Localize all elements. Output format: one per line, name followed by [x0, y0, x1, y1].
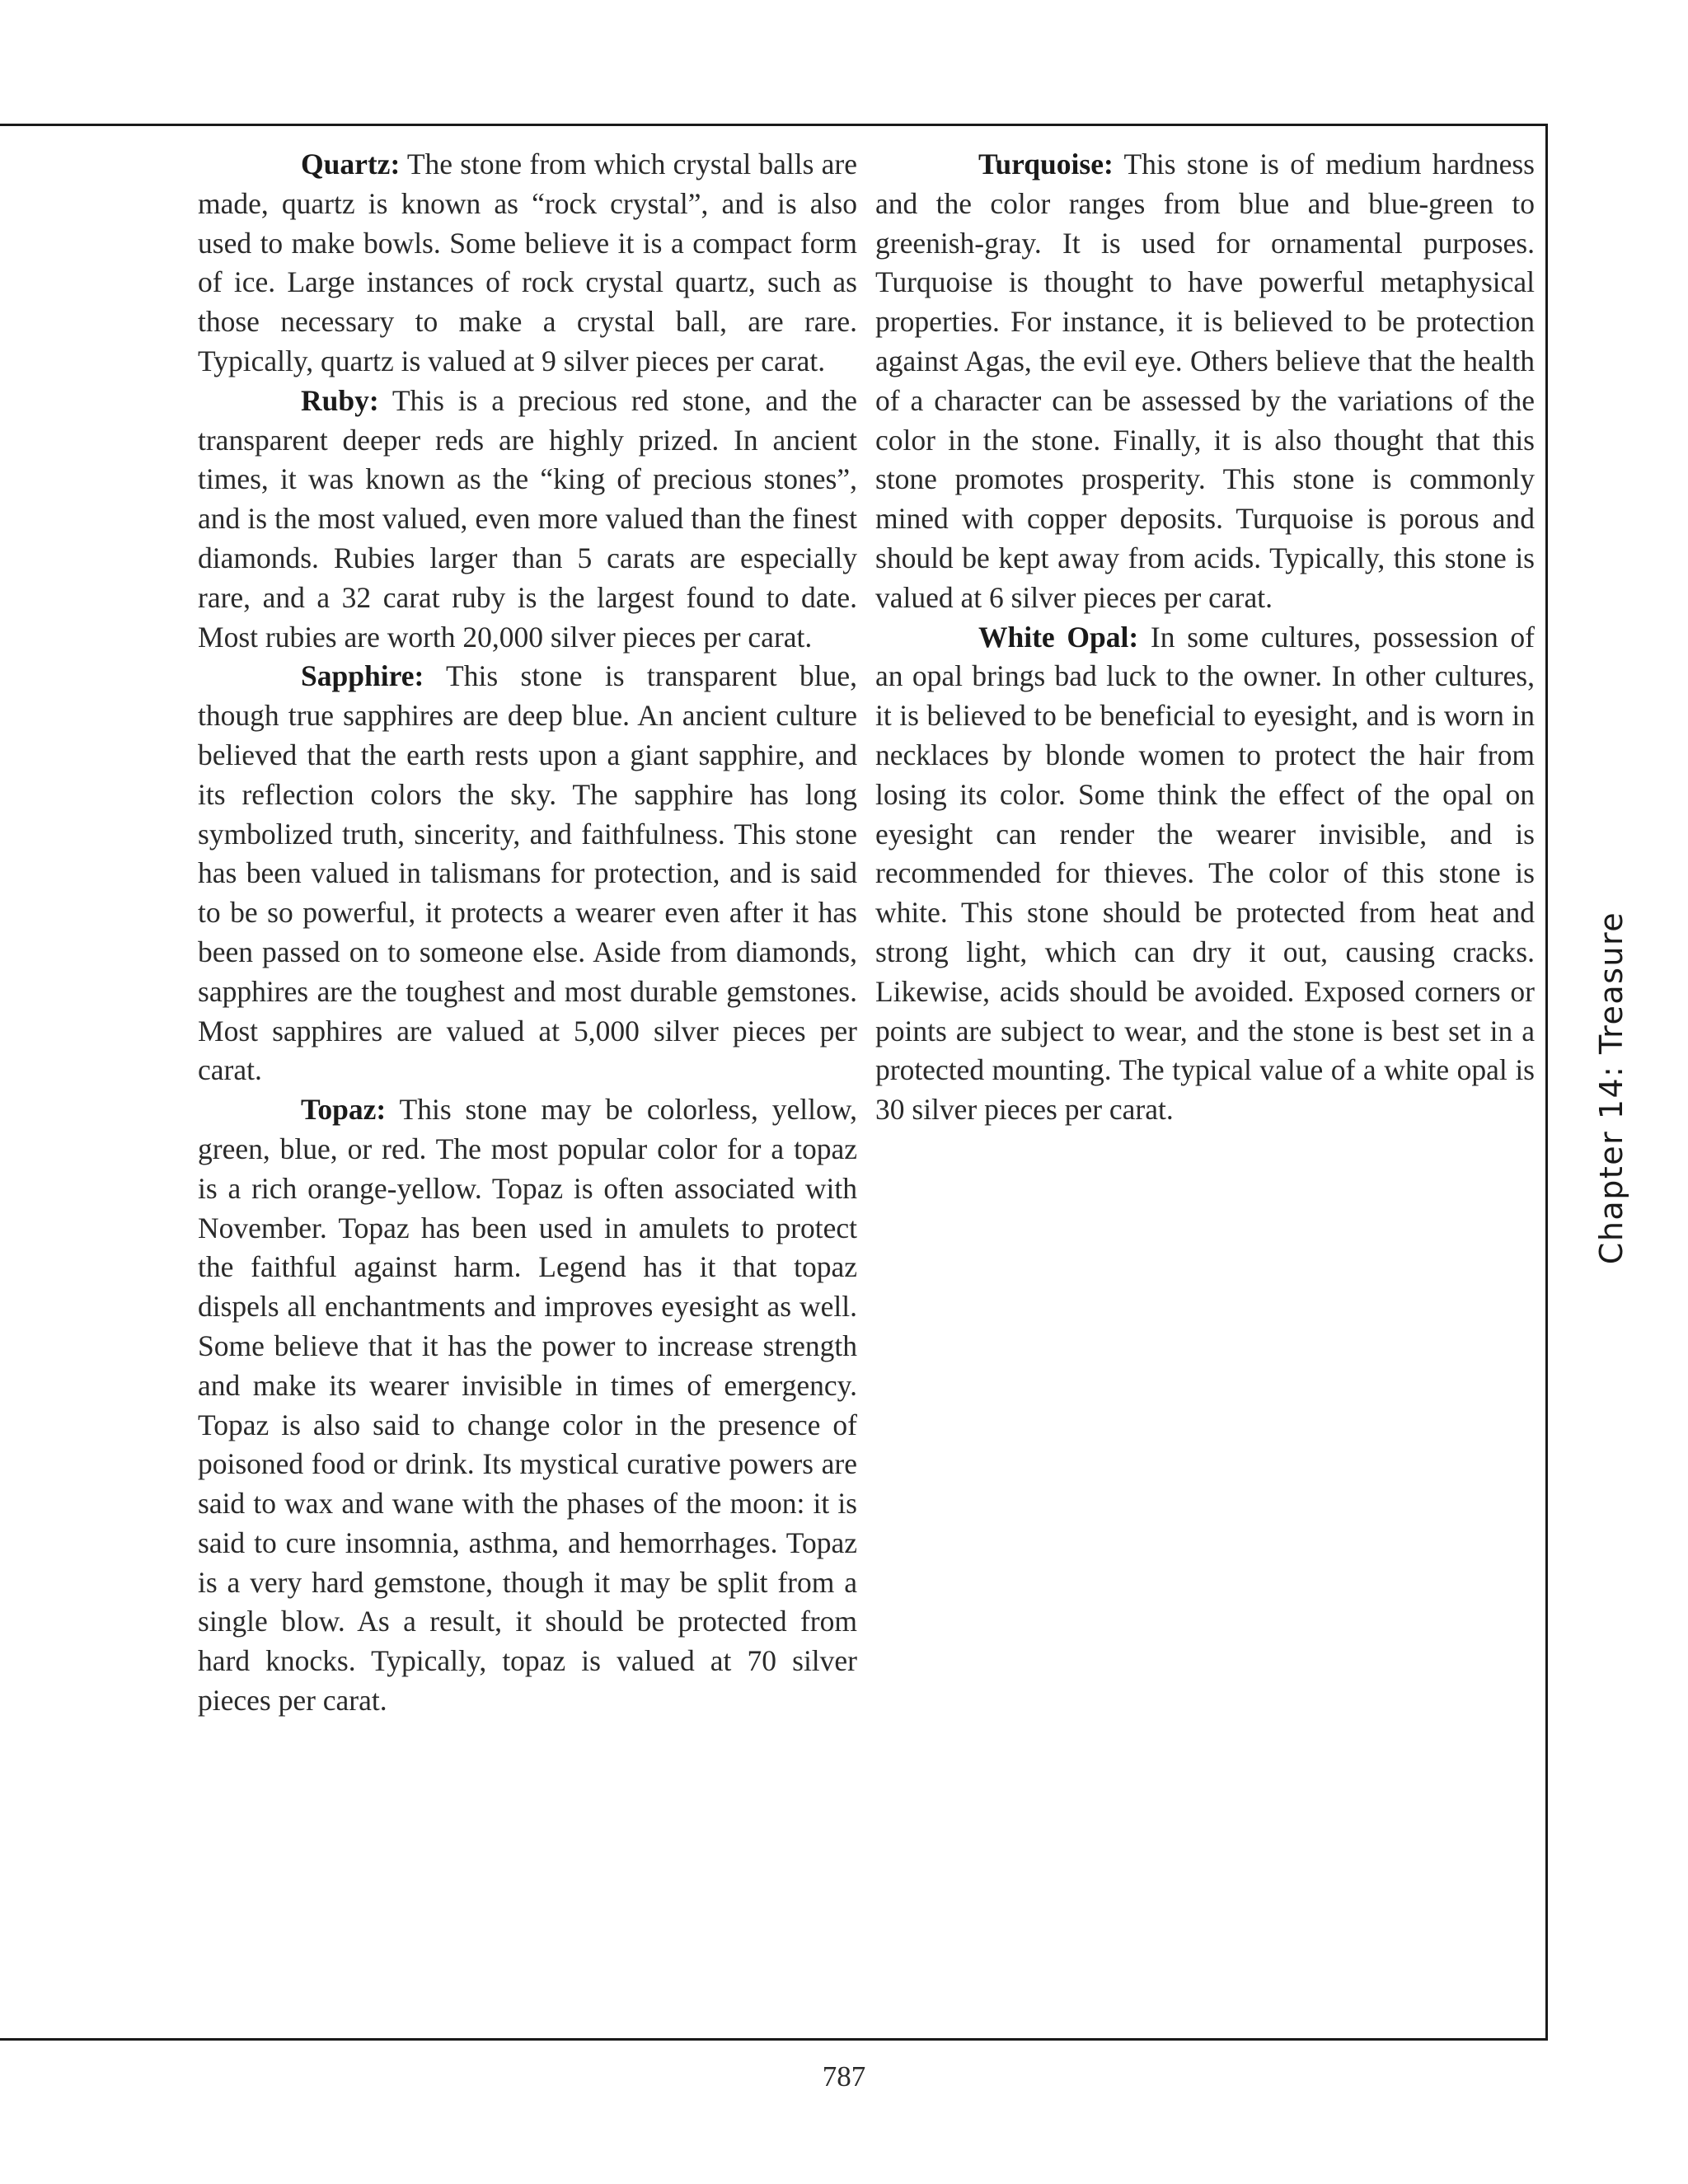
right-column: [875, 145, 1535, 1130]
entry-text: The stone from which crystal balls are made, quartz is known as “rock crystal”, and is also used to make bowls. Some believe it is a compact form of ice. Large instances of rock crystal quartz, such as those necessary to make a crystal ball, are rare. Typically, quartz is valued at 9 silver pieces per carat.: [198, 148, 857, 377]
entry-term: White Opal:: [978, 620, 1139, 654]
entry-term: Quartz:: [301, 148, 401, 180]
entry-text: This is a precious red stone, and the transparent deeper reds are highly prized. In ancient times, it was known as the “king of precious stones”, and is the most valued, even more valued than the finest diamonds. Rubies larger than 5 carats are especially rare, and a 32 carat ruby is the largest found to date. Most rubies are worth 20,000 silver pieces per carat.: [198, 383, 857, 654]
entry-turquoise: [875, 145, 1535, 618]
entry-sapphire: [198, 657, 857, 1090]
entry-term: Ruby:: [301, 383, 379, 417]
left-column: [198, 145, 857, 1721]
entry-term: Turquoise:: [978, 148, 1114, 180]
entry-topaz: [198, 1090, 857, 1721]
entry-white-opal: [875, 618, 1535, 1130]
entry-text: This stone may be colorless, yellow, green, blue, or red. The most popular color for a topaz is a rich orange-yellow. Topaz is often associated with November. Topaz has been used in amulets to protect the faithful against harm. Legend has it that topaz dispels all enchantments and improves eyesight as well. Some believe that it has the power to increase strength and make its wearer invisible in times of emergency. Topaz is also said to change color in the presence of poisoned food or drink. Its mystical curative powers are said to wax and wane with the phases of the moon: it is said to cure insomnia, asthma, and hemorrhages. Topaz is a very hard gemstone, though it may be split from a single blow. As a result, it should be protected from hard knocks. Typically, topaz is valued at 70 silver pieces per carat.: [198, 1093, 857, 1718]
chapter-side-tab: [1591, 911, 1632, 1265]
entry-term: Sapphire:: [301, 659, 424, 693]
entry-text: In some cultures, possession of an opal brings bad luck to the owner. In other cultures, it is believed to be beneficial to eyesight, and is worn in necklaces by blonde women to protect the hair from losing its color. Some think the effect of the opal on eyesight can render the wearer invisible, and is recommended for thieves. The color of this stone is white. This stone should be protected from heat and strong light, which can dry it out, causing cracks. Likewise, acids should be avoided. Exposed corners or points are subject to wear, and the stone is best set in a protected mounting. The typical value of a white opal is 30 silver pieces per carat.: [875, 620, 1535, 1127]
entry-text: This stone is of medium hardness and the color ranges from blue and blue-green to greenish-gray. It is used for ornamental purposes. Turquoise is thought to have powerful metaphysical properties. For instance, it is believed to be protection against Agas, the evil eye. Others believe that the health of a character can be assessed by the variations of the color in the stone. Finally, it is also thought that this stone promotes prosperity. This stone is commonly mined with copper deposits. Turquoise is porous and should be kept away from acids. Typically, this stone is valued at 6 silver pieces per carat.: [875, 148, 1535, 614]
entry-text: This stone is transparent blue, though true sapphires are deep blue. An ancient culture believed that the earth rests upon a giant sapphire, and its reflection colors the sky. The sapphire has long symbolized truth, sincerity, and faithfulness. This stone has been valued in talismans for protection, and is said to be so powerful, it protects a wearer even after it has been passed on to someone else. Aside from diamonds, sapphires are the toughest and most durable gemstones. Most sapphires are valued at 5,000 silver pieces per carat.: [198, 659, 857, 1087]
entry-quartz: [198, 145, 857, 382]
chapter-title: Chapter 14: Treasure: [1593, 911, 1629, 1265]
page-number: 787: [822, 2060, 866, 2093]
entry-term: Topaz:: [301, 1093, 387, 1127]
entry-ruby: [198, 382, 857, 658]
